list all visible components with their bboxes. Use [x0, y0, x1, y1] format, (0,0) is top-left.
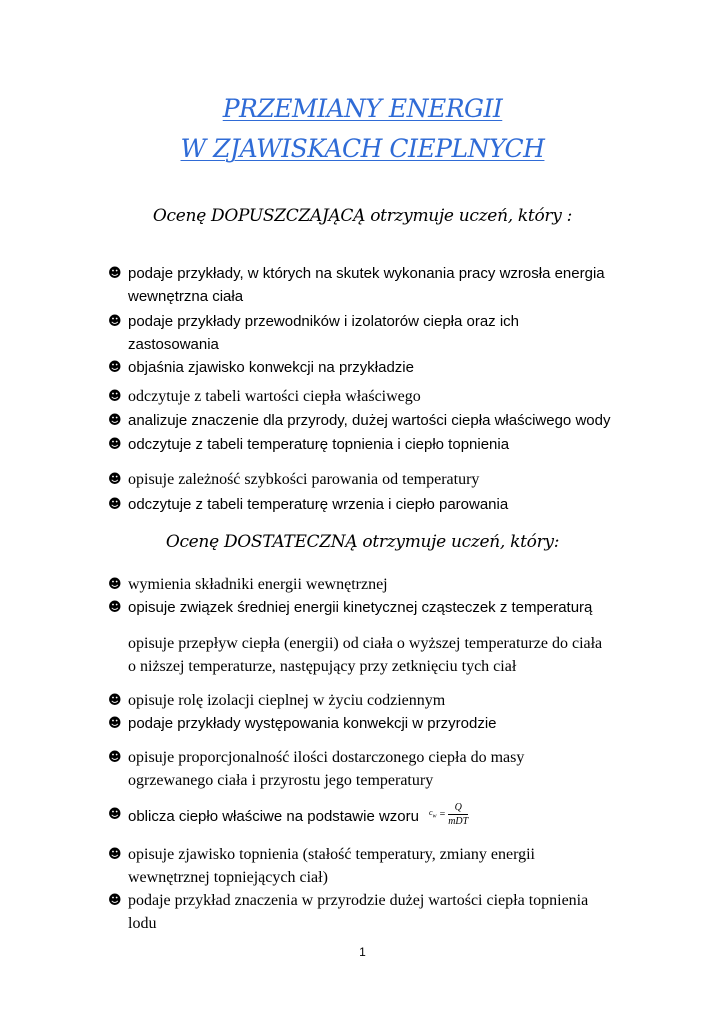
smiley-icon: ☻	[108, 716, 122, 731]
formula-fraction	[448, 802, 468, 828]
page-number: 1	[359, 945, 366, 959]
formula	[429, 801, 468, 829]
list-item-text: wewnętrznej topniejących ciał)	[128, 869, 328, 886]
smiley-icon: ☻	[108, 472, 122, 487]
list-item-text: podaje przykład znaczenia w przyrodzie dużej wartości ciepła topnienia	[128, 892, 589, 909]
section-heading-dopuszczajaca: Ocenę DOPUSZCZAJĄCĄ otrzymuje uczeń, który :	[152, 206, 573, 226]
smiley-icon: ☻	[108, 360, 122, 375]
list-item-text: odczytuje z tabeli temperaturę topnienia i ciepło topnienia	[128, 436, 510, 453]
smiley-icon: ☻	[108, 497, 122, 512]
list-item-text: objaśnia zjawisko konwekcji na przykładzie	[128, 359, 414, 376]
list-item-text: podaje przykłady przewodników i izolatorów ciepła oraz ich	[128, 313, 520, 330]
list-item	[110, 356, 630, 379]
list-item	[110, 712, 630, 735]
list-item	[110, 596, 630, 619]
paragraph-line: o niższej temperaturze, następujący przy zetknięciu tych ciał	[128, 658, 517, 675]
smiley-icon: ☻	[108, 437, 122, 452]
list-item-text: wewnętrzna ciała	[128, 288, 244, 305]
formula-numerator: Q	[448, 802, 468, 815]
list-item	[110, 573, 630, 596]
formula-lhs: $c_w$	[428, 808, 437, 820]
paragraph-przeplyw-ciepla	[128, 632, 648, 678]
list-item	[110, 433, 630, 456]
list-item	[110, 746, 630, 792]
list-item-text: analizuje znaczenie dla przyrody, dużej wartości ciepła właściwego wody	[128, 412, 611, 429]
list-item	[110, 689, 630, 712]
list-item-text: opisuje rolę izolacji cieplnej w życiu codziennym	[128, 692, 446, 709]
smiley-icon: ☻	[108, 693, 122, 708]
list-item	[110, 468, 630, 491]
list-item	[110, 409, 630, 432]
list-item-text: podaje przykłady występowania konwekcji w przyrodzie	[128, 715, 497, 732]
list-item-text	[110, 803, 630, 831]
paragraph-line: opisuje przepływ ciepła (energii) od ciała o wyższej temperaturze do ciała	[128, 635, 603, 652]
smiley-icon: ☻	[108, 389, 122, 404]
list-item-text: opisuje zależność szybkości parowania od temperatury	[128, 471, 480, 488]
list-item-text: ogrzewanego ciała i przyrostu jego temperatury	[128, 772, 434, 789]
smiley-icon: ☻	[108, 314, 122, 329]
smiley-icon: ☻	[108, 413, 122, 428]
smiley-icon: ☻	[108, 266, 122, 281]
formula-lead-text: oblicza ciepło właściwe na podstawie wzoru	[128, 807, 419, 825]
list-item	[110, 803, 630, 831]
list-item-text: podaje przykłady, w których na skutek wykonania pracy wzrosła energia	[128, 265, 605, 282]
formula-denominator: mDT	[448, 815, 469, 827]
section-heading-dostateczna: Ocenę DOSTATECZNĄ otrzymuje uczeń, który:	[165, 532, 560, 552]
list-item	[110, 385, 630, 408]
formula-equals: =	[439, 809, 446, 821]
smiley-icon: ☻	[108, 577, 122, 592]
smiley-icon: ☻	[108, 893, 122, 908]
list-item-text: wymienia składniki energii wewnętrznej	[128, 576, 388, 593]
list-item-text: opisuje związek średniej energii kinetycznej cząsteczek z temperaturą	[128, 599, 593, 616]
smiley-icon: ☻	[108, 600, 122, 615]
list-item	[110, 262, 630, 308]
list-item-text: lodu	[128, 915, 157, 932]
smiley-icon: ☻	[108, 750, 122, 765]
list-item	[110, 493, 630, 516]
list-item-text: opisuje proporcjonalność ilości dostarczonego ciepła do masy	[128, 749, 525, 766]
list-item	[110, 843, 630, 889]
smiley-icon: ☻	[108, 847, 122, 862]
list-item-text: odczytuje z tabeli temperaturę wrzenia i ciepło parowania	[128, 496, 509, 513]
list-item	[110, 310, 630, 356]
title-line-2: W ZJAWISKACH CIEPLNYCH	[180, 134, 545, 163]
list-item-text: odczytuje z tabeli wartości ciepła właściwego	[128, 388, 421, 405]
list-item-text: opisuje zjawisko topnienia (stałość temperatury, zmiany energii	[128, 846, 535, 863]
list-item-text: zastosowania	[128, 336, 219, 353]
smiley-icon: ☻	[108, 807, 122, 822]
title-line-1: PRZEMIANY ENERGII	[222, 94, 503, 123]
list-item	[110, 889, 630, 935]
